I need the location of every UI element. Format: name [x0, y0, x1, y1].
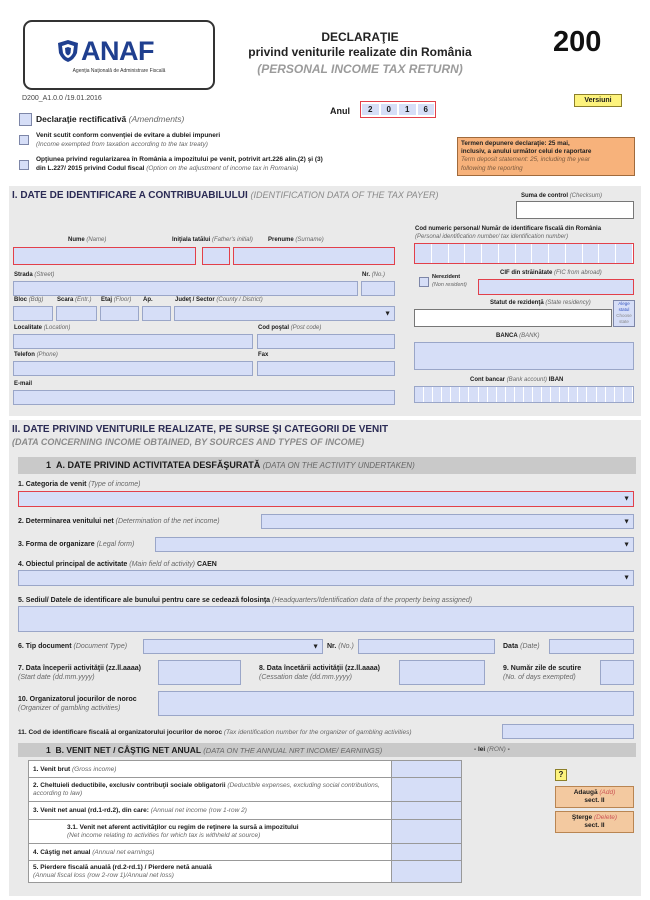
checksum-field[interactable]	[516, 201, 634, 219]
f7-label: 7. Data începerii activităţii (zz.ll.aaaa) (Start date (dd.mm.yyyy)	[18, 665, 141, 681]
logo-box	[23, 20, 215, 90]
localitate-label: Localitate (Location)	[14, 325, 71, 331]
net-income-select[interactable]	[261, 514, 634, 529]
table-row	[29, 820, 462, 844]
amend-label: Declaraţie rectificativă (Amendments)	[36, 114, 185, 124]
document-date-input[interactable]	[549, 639, 634, 654]
telefon-label: Telefon (Phone)	[14, 352, 58, 358]
year-digit: 1	[399, 104, 416, 115]
logo-text: ANAF	[81, 36, 154, 66]
prenume-input[interactable]	[233, 247, 395, 265]
amend-checkbox[interactable]	[19, 113, 32, 126]
row-label: 3.1. Venit net aferent activităţilor cu regim de reţinere la sursă a impozitului (Net income relating to activities for which tax is withheld at source)	[29, 820, 392, 844]
statut-label: Statut de rezidenţă (State residency)	[490, 300, 591, 306]
form-title: DECLARAŢIE	[321, 30, 399, 44]
start-date-input[interactable]	[158, 660, 241, 685]
row-value-input[interactable]	[392, 820, 462, 844]
exempt-checkbox[interactable]	[19, 135, 29, 145]
telefon-input[interactable]	[13, 361, 253, 376]
option-checkbox[interactable]	[19, 160, 29, 170]
judet-select[interactable]	[174, 306, 395, 321]
row-value-input[interactable]	[392, 778, 462, 802]
exempt-label: Venit scutit conform convenţiei de evitare a dublei impuneri (Income exempted from taxation according to the tax treaty)	[36, 132, 221, 148]
cif-label: CIF din străinătate (FIC from abroad)	[500, 270, 602, 276]
choose-state-button[interactable]: Alege statul Choose state	[613, 300, 635, 327]
table-row	[29, 844, 462, 861]
year-label: Anul	[330, 106, 350, 116]
option-label: Opţiunea privind regularizarea în România a impozitului pe venit, potrivit art.226 alin.(2) şi (3) din L.227/ 2015 privind Codul fiscal (Option on the adjustment of income tax in Romania)	[36, 156, 323, 172]
fax-label: Fax	[258, 352, 269, 358]
row-label: 1. Venit brut (Gross income)	[29, 761, 392, 778]
f11-label: 11. Cod de identificare fiscală al organizatorului jocurilor de noroc (Tax identification number for the organizer of gambling activities)	[18, 729, 412, 736]
f3-label: 3. Forma de organizare (Legal form)	[18, 541, 135, 548]
nr-label: Nr. (No.)	[362, 272, 386, 278]
cnp-field[interactable]	[414, 243, 634, 264]
document-number-input[interactable]	[358, 639, 495, 654]
add-section-button[interactable]: Adaugă (Add) sect. II	[555, 786, 634, 808]
anaf-logo	[57, 36, 187, 66]
row-label: 3. Venit net anual (rd.1-rd.2), din care: (Annual net income (row 1-row 2)	[29, 802, 392, 820]
f6-label: 6. Tip document (Document Type)	[18, 643, 128, 650]
row-label: 2. Cheltuieli deductibile, exclusiv contribuţii sociale obligatorii (Deductible expenses, excluding social contributions, according to law)	[29, 778, 392, 802]
f8-label: 8. Data încetării activităţii (zz.ll.aaaa) (Cessation date (dd.mm.yyyy)	[259, 665, 380, 681]
row-value-input[interactable]	[392, 844, 462, 861]
etaj-label: Etaj (Floor)	[101, 297, 132, 303]
delete-section-button[interactable]: Şterge (Delete) sect. II	[555, 811, 634, 833]
main-activity-select[interactable]	[18, 570, 634, 586]
banca-label: BANCA (BANK)	[496, 333, 540, 339]
form-code: D200_A1.0.0 /19.01.2016	[22, 95, 102, 102]
net-income-table	[28, 760, 462, 883]
table-row	[29, 802, 462, 820]
logo-subtitle: Agenţia Naţională de Administrare Fiscală	[72, 68, 166, 74]
cod-postal-input[interactable]	[257, 334, 395, 349]
email-input[interactable]	[13, 390, 395, 405]
year-digit: 6	[418, 104, 435, 115]
cont-label: Cont bancar (Bank account) IBAN	[470, 377, 564, 383]
prenume-label: Prenume (Surname)	[268, 237, 324, 243]
nerezident-label: Nerezident (Non resident)	[432, 274, 467, 288]
help-button[interactable]: ?	[555, 769, 567, 781]
income-category-select[interactable]	[18, 491, 634, 507]
deadline-note: Termen depunere declaraţie: 25 mai, inclusiv, a anului următor celui de raportare Term deposit statement: 25, including the year following the reporting	[457, 137, 635, 176]
strada-label: Strada (Street)	[14, 272, 55, 278]
fax-input[interactable]	[257, 361, 395, 376]
bloc-label: Bloc (Bdg)	[14, 297, 44, 303]
initiala-label: Iniţiala tatălui (Father's initial)	[172, 237, 253, 243]
checksum-label: Suma de control (Checksum)	[521, 193, 603, 199]
document-type-select[interactable]	[143, 639, 323, 654]
gambling-cif-input[interactable]	[502, 724, 634, 739]
localitate-input[interactable]	[13, 334, 253, 349]
statut-field[interactable]	[414, 309, 612, 327]
f5-label: 5. Sediul/ Datele de identificare ale bunului pentru care se cedează folosinţa (Headquarters/Identification data of the property being assigned)	[18, 597, 473, 604]
table-row	[29, 761, 462, 778]
ap-label: Ap.	[143, 297, 153, 303]
iban-field[interactable]	[414, 386, 634, 403]
headquarters-input[interactable]	[18, 606, 634, 632]
row-value-input[interactable]	[392, 761, 462, 778]
form-number: 200	[553, 26, 602, 58]
section-ii-title-en: (DATA CONCERNING INCOME OBTAINED, BY SOURCES AND TYPES OF INCOME)	[12, 437, 365, 447]
f6-nr-label: Nr. (No.)	[327, 643, 354, 650]
cif-input[interactable]	[478, 279, 634, 295]
scara-input[interactable]	[56, 306, 97, 321]
version-button[interactable]: Versiuni	[574, 94, 622, 107]
cnp-label: Cod numeric personal/ Număr de identificare fiscală din România (Personal identification number/ tax identification number)	[415, 226, 602, 240]
nume-label: Nume (Name)	[68, 237, 107, 243]
form-title-en: (PERSONAL INCOME TAX RETURN)	[257, 62, 463, 76]
subsection-b-title: 1 B. VENIT NET / CÂŞTIG NET ANUAL (DATA ON THE ANNUAL NRT INCOME/ EARNINGS)	[46, 745, 383, 755]
row-label: 4. Câştig net anual (Annual net earnings)	[29, 844, 392, 861]
nerezident-checkbox[interactable]	[419, 277, 429, 287]
f10-label: 10. Organizatorul jocurilor de noroc (Organizer of gambling activities)	[18, 696, 137, 712]
row-value-input[interactable]	[392, 802, 462, 820]
nume-input[interactable]	[13, 247, 196, 265]
cod-postal-label: Cod poştal (Post code)	[258, 325, 322, 331]
f9-label: 9. Număr zile de scutire (No. of days exempted)	[503, 665, 582, 681]
judet-label: Judeţ / Sector (County / District)	[175, 297, 263, 303]
email-label: E-mail	[14, 381, 33, 387]
gambling-organizer-input[interactable]	[158, 691, 634, 716]
nr-input[interactable]	[361, 281, 395, 296]
year-field[interactable]	[360, 101, 436, 118]
section-ii-title: II. DATE PRIVIND VENITURILE REALIZATE, PE SURSE ŞI CATEGORII DE VENIT	[12, 424, 389, 435]
shield-icon	[57, 39, 79, 63]
year-digit: 2	[362, 104, 379, 115]
f1-label: 1. Categoria de venit (Type of income)	[18, 481, 141, 488]
f6-data-label: Data (Date)	[503, 643, 540, 650]
f2-label: 2. Determinarea venitului net (Determination of the net income)	[18, 518, 220, 525]
bloc-input[interactable]	[13, 306, 53, 321]
unit-label: - lei (RON) -	[474, 746, 510, 753]
subsection-a-title: 1 A. DATE PRIVIND ACTIVITATEA DESFĂŞURATĂ (DATA ON THE ACTIVITY UNDERTAKEN)	[46, 460, 415, 470]
f4-label: 4. Obiectul principal de activitate (Main field of activity) CAEN	[18, 561, 217, 568]
cessation-date-input[interactable]	[399, 660, 485, 685]
banca-input[interactable]	[414, 342, 634, 370]
etaj-input[interactable]	[100, 306, 139, 321]
scara-label: Scara (Entr.)	[57, 297, 92, 303]
exempt-days-input[interactable]	[600, 660, 634, 685]
row-label: 5. Pierdere fiscală anuală (rd.2-rd.1) / Pierdere netă anuală (Annual fiscal loss (row 2-row 1)/Annual net loss)	[29, 861, 392, 883]
ap-input[interactable]	[142, 306, 171, 321]
initiala-input[interactable]	[202, 247, 230, 265]
strada-input[interactable]	[13, 281, 358, 296]
legal-form-select[interactable]	[155, 537, 634, 552]
year-digit: 0	[381, 104, 398, 115]
table-row	[29, 861, 462, 883]
section-i-title: I. DATE DE IDENTIFICARE A CONTRIBUABILULUI (IDENTIFICATION DATA OF THE TAX PAYER)	[12, 190, 439, 201]
row-value-input[interactable]	[392, 861, 462, 883]
table-row	[29, 778, 462, 802]
form-subtitle: privind veniturile realizate din România	[248, 45, 472, 59]
